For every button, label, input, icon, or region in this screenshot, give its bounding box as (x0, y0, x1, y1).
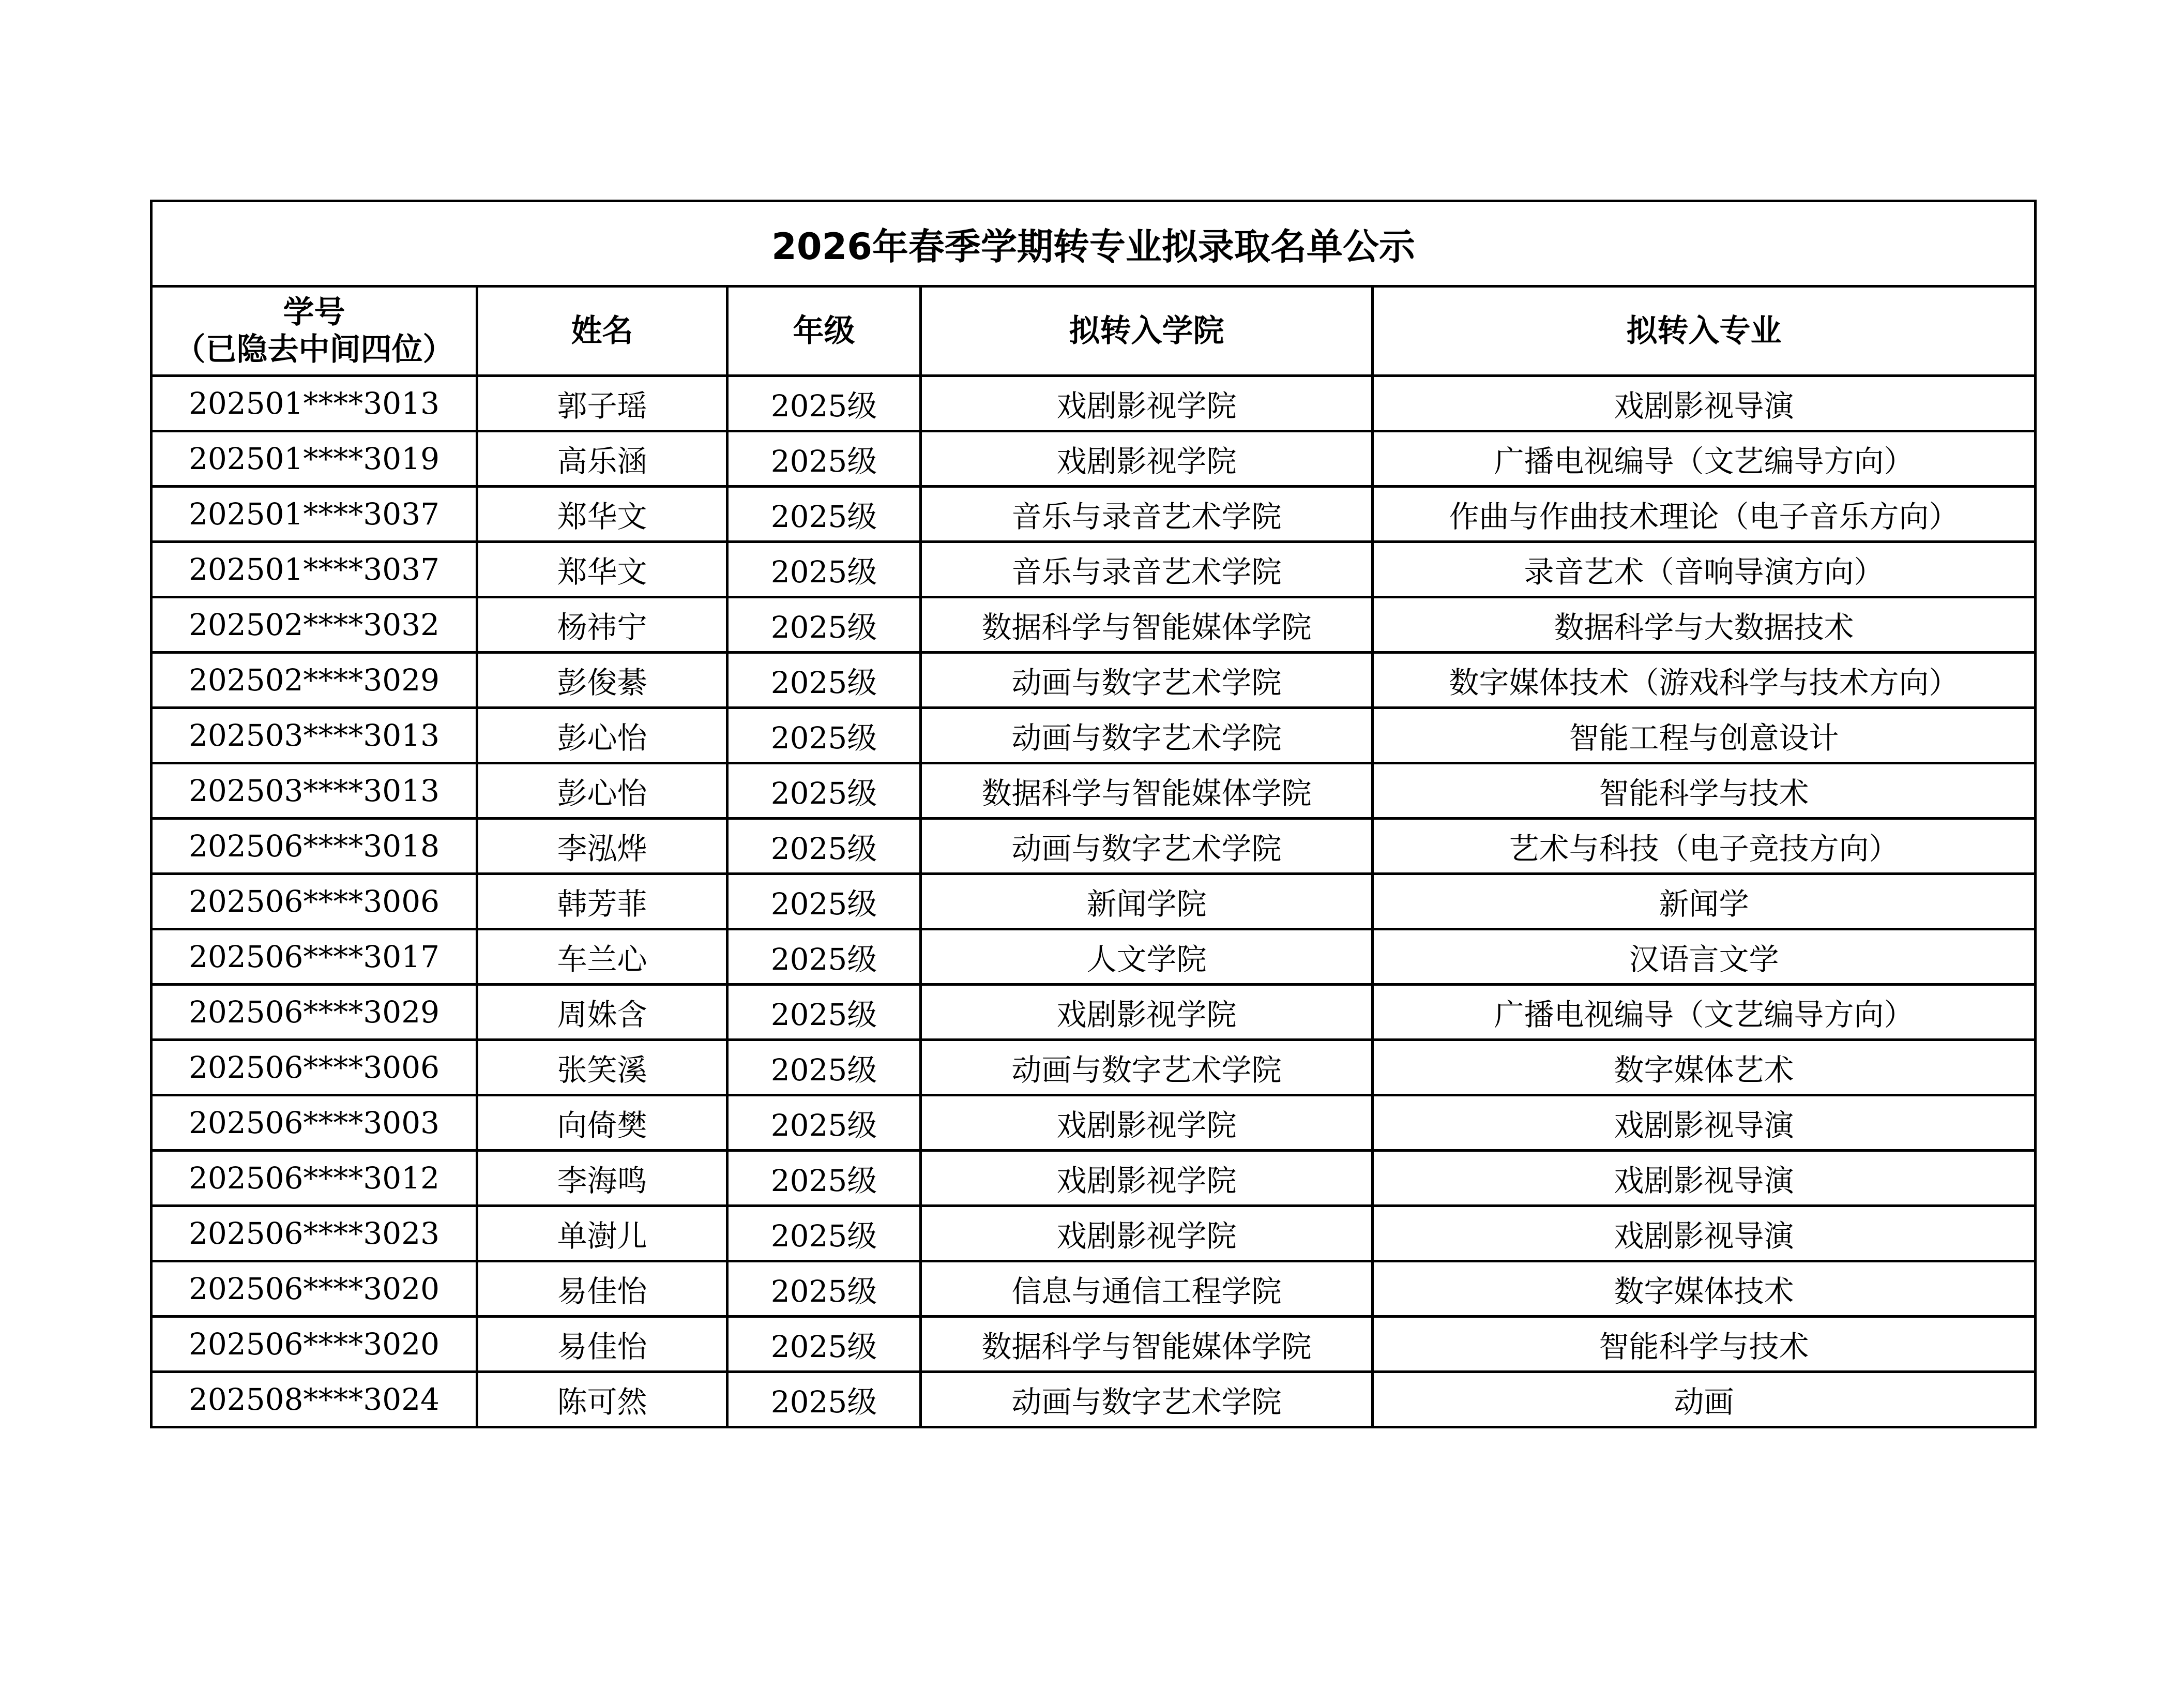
student-id-cell: 202501****3037 (151, 542, 477, 597)
major-cell: 数字媒体技术（游戏科学与技术方向） (1373, 653, 2036, 708)
college-cell: 动画与数字艺术学院 (921, 1040, 1373, 1095)
title-row (151, 201, 2036, 287)
grade-cell: 2025级 (727, 542, 921, 597)
grade-cell: 2025级 (727, 874, 921, 929)
grade-cell: 2025级 (727, 1095, 921, 1151)
grade-cell: 2025级 (727, 1206, 921, 1261)
major-cell: 广播电视编导（文艺编导方向） (1373, 985, 2036, 1040)
college-cell: 数据科学与智能媒体学院 (921, 1317, 1373, 1372)
student-name-cell: 杨祎宁 (477, 597, 727, 653)
student-id-cell: 202502****3029 (151, 653, 477, 708)
table-row (151, 985, 2036, 1040)
student-id-cell: 202506****3020 (151, 1261, 477, 1317)
student-name-cell: 单澍儿 (477, 1206, 727, 1261)
table-row (151, 1206, 2036, 1261)
college-cell: 戏剧影视学院 (921, 1151, 1373, 1206)
student-name-cell: 陈可然 (477, 1372, 727, 1427)
college-cell: 数据科学与智能媒体学院 (921, 597, 1373, 653)
header-grade: 年级 (727, 287, 921, 376)
document-sheet (150, 200, 2034, 1428)
student-name-cell: 高乐涵 (477, 431, 727, 487)
college-cell: 动画与数字艺术学院 (921, 653, 1373, 708)
table-row (151, 1040, 2036, 1095)
student-name-cell: 向倚樊 (477, 1095, 727, 1151)
student-id-cell: 202506****3006 (151, 874, 477, 929)
grade-cell: 2025级 (727, 1261, 921, 1317)
student-name-cell: 李泓烨 (477, 819, 727, 874)
table-row (151, 542, 2036, 597)
table-row (151, 487, 2036, 542)
student-name-cell: 彭俊綦 (477, 653, 727, 708)
college-cell: 音乐与录音艺术学院 (921, 542, 1373, 597)
major-cell: 戏剧影视导演 (1373, 1206, 2036, 1261)
major-cell: 汉语言文学 (1373, 929, 2036, 985)
college-cell: 戏剧影视学院 (921, 431, 1373, 487)
student-name-cell: 易佳怡 (477, 1261, 727, 1317)
student-id-cell: 202506****3003 (151, 1095, 477, 1151)
student-id-cell: 202501****3037 (151, 487, 477, 542)
table-row (151, 653, 2036, 708)
student-name-cell: 车兰心 (477, 929, 727, 985)
major-cell: 艺术与科技（电子竞技方向） (1373, 819, 2036, 874)
student-name-cell: 郑华文 (477, 542, 727, 597)
student-id-cell: 202506****3020 (151, 1317, 477, 1372)
grade-cell: 2025级 (727, 1372, 921, 1427)
table-row (151, 597, 2036, 653)
table-row (151, 929, 2036, 985)
college-cell: 人文学院 (921, 929, 1373, 985)
major-cell: 戏剧影视导演 (1373, 376, 2036, 431)
college-cell: 戏剧影视学院 (921, 985, 1373, 1040)
grade-cell: 2025级 (727, 487, 921, 542)
major-cell: 作曲与作曲技术理论（电子音乐方向） (1373, 487, 2036, 542)
grade-cell: 2025级 (727, 1040, 921, 1095)
student-name-cell: 彭心怡 (477, 708, 727, 763)
grade-cell: 2025级 (727, 708, 921, 763)
major-cell: 智能科学与技术 (1373, 763, 2036, 819)
table-row (151, 431, 2036, 487)
table-row (151, 1261, 2036, 1317)
major-cell: 智能工程与创意设计 (1373, 708, 2036, 763)
student-id-cell: 202508****3024 (151, 1372, 477, 1427)
major-cell: 新闻学 (1373, 874, 2036, 929)
student-name-cell: 韩芳菲 (477, 874, 727, 929)
document-title: 2026年春季学期转专业拟录取名单公示 (151, 201, 2036, 287)
student-id-cell: 202501****3013 (151, 376, 477, 431)
grade-cell: 2025级 (727, 763, 921, 819)
table-row (151, 763, 2036, 819)
major-cell: 智能科学与技术 (1373, 1317, 2036, 1372)
grade-cell: 2025级 (727, 985, 921, 1040)
major-cell: 戏剧影视导演 (1373, 1151, 2036, 1206)
table-row (151, 1151, 2036, 1206)
student-name-cell: 李海鸣 (477, 1151, 727, 1206)
admission-table (150, 200, 2037, 1428)
college-cell: 新闻学院 (921, 874, 1373, 929)
header-college: 拟转入学院 (921, 287, 1373, 376)
student-name-cell: 彭心怡 (477, 763, 727, 819)
student-id-cell: 202506****3018 (151, 819, 477, 874)
student-id-cell: 202506****3012 (151, 1151, 477, 1206)
college-cell: 戏剧影视学院 (921, 376, 1373, 431)
grade-cell: 2025级 (727, 597, 921, 653)
college-cell: 动画与数字艺术学院 (921, 819, 1373, 874)
college-cell: 数据科学与智能媒体学院 (921, 763, 1373, 819)
grade-cell: 2025级 (727, 819, 921, 874)
college-cell: 戏剧影视学院 (921, 1095, 1373, 1151)
grade-cell: 2025级 (727, 929, 921, 985)
table-row (151, 874, 2036, 929)
college-cell: 音乐与录音艺术学院 (921, 487, 1373, 542)
table-row (151, 1372, 2036, 1427)
major-cell: 录音艺术（音响导演方向） (1373, 542, 2036, 597)
major-cell: 数字媒体技术 (1373, 1261, 2036, 1317)
grade-cell: 2025级 (727, 1317, 921, 1372)
college-cell: 动画与数字艺术学院 (921, 1372, 1373, 1427)
student-id-cell: 202506****3023 (151, 1206, 477, 1261)
student-name-cell: 周姝含 (477, 985, 727, 1040)
header-student-id-label: 学号 (283, 294, 345, 330)
student-id-cell: 202501****3019 (151, 431, 477, 487)
college-cell: 动画与数字艺术学院 (921, 708, 1373, 763)
student-id-cell: 202506****3017 (151, 929, 477, 985)
student-name-cell: 郑华文 (477, 487, 727, 542)
table-row (151, 1317, 2036, 1372)
college-cell: 信息与通信工程学院 (921, 1261, 1373, 1317)
student-name-cell: 张笑溪 (477, 1040, 727, 1095)
student-id-cell: 202503****3013 (151, 708, 477, 763)
major-cell: 数据科学与大数据技术 (1373, 597, 2036, 653)
table-row (151, 708, 2036, 763)
grade-cell: 2025级 (727, 376, 921, 431)
college-cell: 戏剧影视学院 (921, 1206, 1373, 1261)
grade-cell: 2025级 (727, 1151, 921, 1206)
major-cell: 戏剧影视导演 (1373, 1095, 2036, 1151)
student-id-cell: 202503****3013 (151, 763, 477, 819)
header-student-id-note: （已隐去中间四位） (174, 331, 454, 368)
student-id-cell: 202506****3006 (151, 1040, 477, 1095)
student-name-cell: 郭子瑶 (477, 376, 727, 431)
header-student-id (151, 287, 477, 376)
table-row (151, 819, 2036, 874)
student-id-cell: 202506****3029 (151, 985, 477, 1040)
grade-cell: 2025级 (727, 431, 921, 487)
major-cell: 广播电视编导（文艺编导方向） (1373, 431, 2036, 487)
grade-cell: 2025级 (727, 653, 921, 708)
header-major: 拟转入专业 (1373, 287, 2036, 376)
major-cell: 动画 (1373, 1372, 2036, 1427)
major-cell: 数字媒体艺术 (1373, 1040, 2036, 1095)
student-id-cell: 202502****3032 (151, 597, 477, 653)
table-row (151, 376, 2036, 431)
student-name-cell: 易佳怡 (477, 1317, 727, 1372)
header-name: 姓名 (477, 287, 727, 376)
header-row (151, 287, 2036, 376)
table-row (151, 1095, 2036, 1151)
